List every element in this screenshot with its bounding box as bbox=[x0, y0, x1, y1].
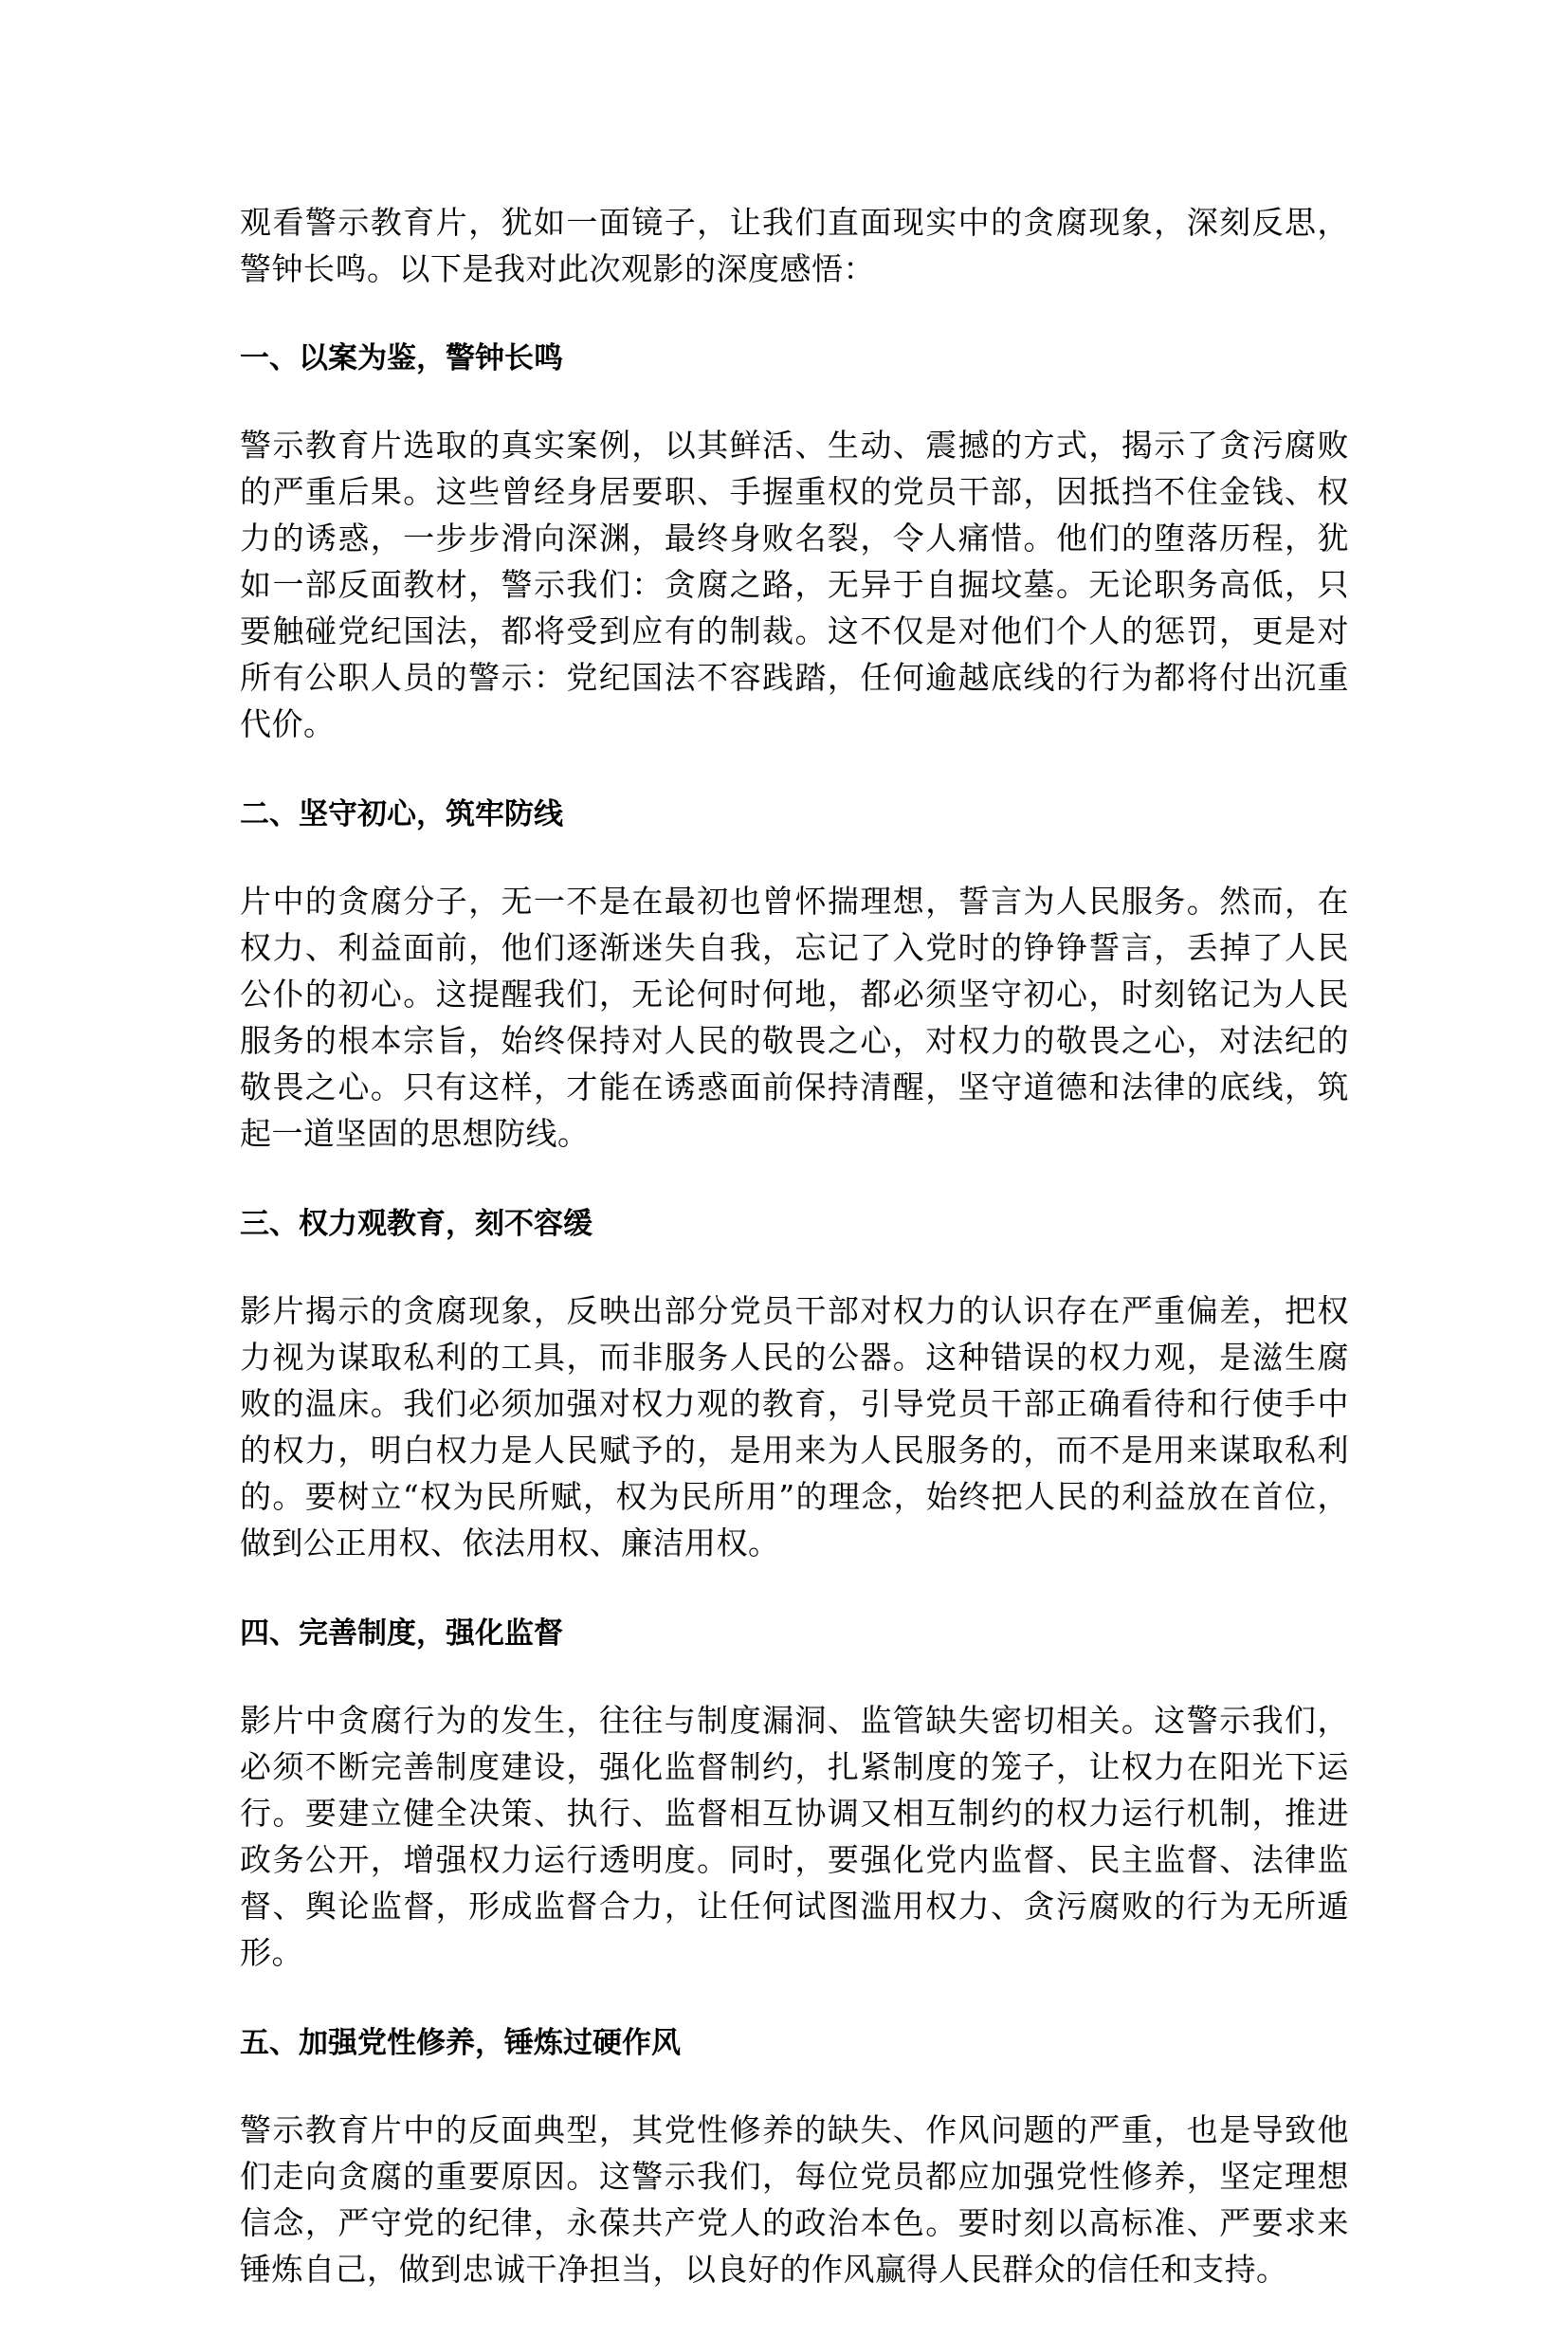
section-heading: 五、加强党性修养，锤炼过硬作风 bbox=[240, 2026, 681, 2060]
section-1 bbox=[240, 336, 1349, 747]
intro-paragraph: 观看警示教育片，犹如一面镜子，让我们直面现实中的贪腐现象，深刻反思，警钟长鸣。以下是我对此次观影的深度感悟： bbox=[240, 204, 1349, 287]
section-heading: 一、以案为鉴，警钟长鸣 bbox=[240, 341, 563, 375]
section-5 bbox=[240, 2020, 1349, 2292]
section-3 bbox=[240, 1201, 1349, 1566]
section-heading: 三、权力观教育，刻不容缓 bbox=[240, 1207, 593, 1241]
section-heading: 四、完善制度，强化监督 bbox=[240, 1616, 563, 1651]
section-body: 片中的贪腐分子，无一不是在最初也曾怀揣理想，誓言为人民服务。然而，在权力、利益面前，他们逐渐迷失自我，忘记了入党时的铮铮誓言，丢掉了人民公仆的初心。这提醒我们，无论何时何地，都必须坚守初心，时刻铭记为人民服务的根本宗旨，始终保持对人民的敬畏之心，对权力的敬畏之心，对法纪的敬畏之心。只有这样，才能在诱惑面前保持清醒，坚守道德和法律的底线，筑起一道坚固的思想防线。 bbox=[240, 883, 1349, 1152]
section-heading: 二、坚守初心，筑牢防线 bbox=[240, 797, 563, 831]
section-body: 影片揭示的贪腐现象，反映出部分党员干部对权力的认识存在严重偏差，把权力视为谋取私利的工具，而非服务人民的公器。这种错误的权力观，是滋生腐败的温床。我们必须加强对权力观的教育，引导党员干部正确看待和行使手中的权力，明白权力是人民赋予的，是用来为人民服务的，而不是用来谋取私利的。要树立“权为民所赋，权为民所用”的理念，始终把人民的利益放在首位，做到公正用权、依法用权、廉洁用权。 bbox=[240, 1292, 1349, 1561]
section-body: 警示教育片选取的真实案例，以其鲜活、生动、震撼的方式，揭示了贪污腐败的严重后果。这些曾经身居要职、手握重权的党员干部，因抵挡不住金钱、权力的诱惑，一步步滑向深渊，最终身败名裂，令人痛惜。他们的堕落历程，犹如一部反面教材，警示我们：贪腐之路，无异于自掘坟墓。无论职务高低，只要触碰党纪国法，都将受到应有的制裁。这不仅是对他们个人的惩罚，更是对所有公职人员的警示：党纪国法不容践踏，任何逾越底线的行为都将付出沉重代价。 bbox=[240, 427, 1349, 742]
section-4 bbox=[240, 1611, 1349, 1976]
section-body: 警示教育片中的反面典型，其党性修养的缺失、作风问题的严重，也是导致他们走向贪腐的重要原因。这警示我们，每位党员都应加强党性修养，坚定理想信念，严守党的纪律，永葆共产党人的政治本色。要时刻以高标准、严要求来锤炼自己，做到忠诚干净担当，以良好的作风赢得人民群众的信任和支持。 bbox=[240, 2111, 1349, 2288]
section-2 bbox=[240, 792, 1349, 1157]
document-page bbox=[240, 199, 1349, 2337]
section-body: 影片中贪腐行为的发生，往往与制度漏洞、监管缺失密切相关。这警示我们，必须不断完善制度建设，强化监督制约，扎紧制度的笼子，让权力在阳光下运行。要建立健全决策、执行、监督相互协调又相互制约的权力运行机制，推进政务公开，增强权力运行透明度。同时，要强化党内监督、民主监督、法律监督、舆论监督，形成监督合力，让任何试图滥用权力、贪污腐败的行为无所遁形。 bbox=[240, 1702, 1349, 1971]
